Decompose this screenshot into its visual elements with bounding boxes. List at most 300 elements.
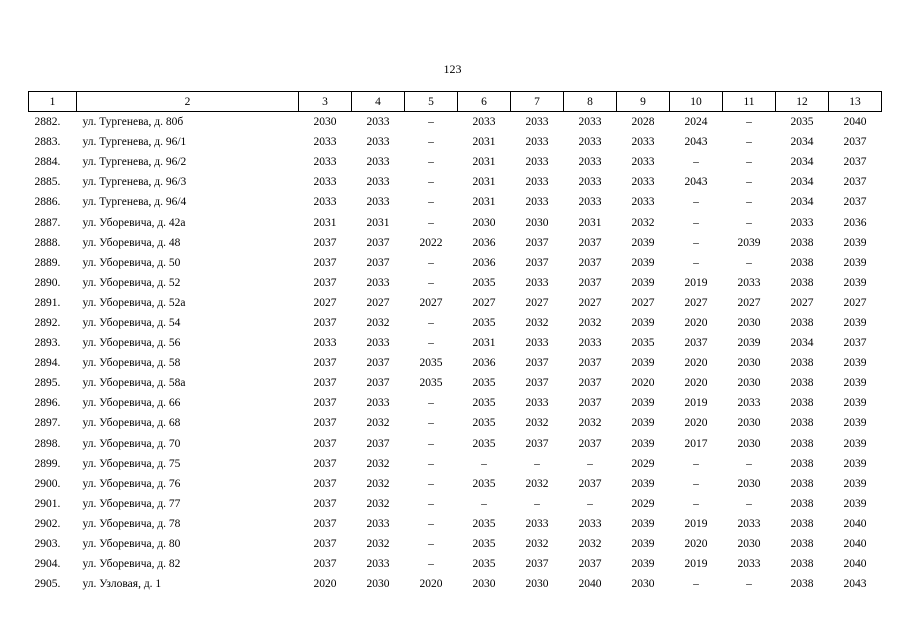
year-cell: 2037	[525, 357, 549, 370]
data-table	[28, 91, 882, 594]
year-cell: –	[481, 457, 487, 470]
year-cell: –	[534, 497, 540, 510]
year-cell: –	[746, 457, 752, 470]
year-cell: –	[428, 337, 434, 350]
table-row	[29, 393, 882, 413]
year-cell: 2037	[313, 256, 337, 269]
year-cell: 2027	[525, 296, 549, 309]
row-number: 2895.	[34, 377, 61, 390]
address-cell: ул. Тургенева, д. 96/2	[82, 156, 187, 169]
year-cell: –	[428, 497, 434, 510]
year-cell: 2031	[472, 136, 496, 149]
year-cell: 2039	[843, 477, 867, 490]
year-cell: 2034	[790, 337, 814, 350]
year-cell: –	[428, 316, 434, 329]
year-cell: 2033	[525, 517, 549, 530]
year-cell: 2033	[366, 196, 390, 209]
year-cell: 2033	[578, 337, 602, 350]
column-header-10: 10	[670, 92, 723, 112]
year-cell: 2037	[578, 236, 602, 249]
year-cell: 2040	[578, 578, 602, 591]
year-cell: 2037	[843, 156, 867, 169]
year-cell: 2033	[631, 156, 655, 169]
year-cell: 2043	[843, 578, 867, 591]
year-cell: 2030	[366, 578, 390, 591]
year-cell: 2027	[684, 296, 708, 309]
year-cell: –	[428, 558, 434, 571]
year-cell: 2034	[790, 196, 814, 209]
year-cell: 2027	[366, 296, 390, 309]
year-cell: 2037	[366, 236, 390, 249]
address-cell: ул. Уборевича, д. 58а	[82, 377, 186, 390]
column-header-11: 11	[723, 92, 776, 112]
year-cell: 2039	[631, 477, 655, 490]
year-cell: 2033	[525, 136, 549, 149]
year-cell: 2038	[790, 437, 814, 450]
year-cell: 2032	[366, 316, 390, 329]
year-cell: 2030	[737, 477, 761, 490]
year-cell: 2035	[472, 397, 496, 410]
year-cell: 2020	[684, 377, 708, 390]
year-cell: 2035	[419, 377, 443, 390]
row-number: 2887.	[34, 216, 61, 229]
year-cell: 2037	[313, 497, 337, 510]
year-cell: 2033	[366, 397, 390, 410]
year-cell: 2033	[313, 176, 337, 189]
year-cell: 2039	[843, 437, 867, 450]
table-row	[29, 132, 882, 152]
year-cell: 2036	[843, 216, 867, 229]
table-row	[29, 454, 882, 474]
address-cell: ул. Уборевича, д. 58	[82, 357, 181, 370]
year-cell: 2032	[366, 477, 390, 490]
year-cell: –	[693, 256, 699, 269]
year-cell: 2037	[525, 236, 549, 249]
table-row	[29, 192, 882, 212]
year-cell: 2033	[790, 216, 814, 229]
year-cell: 2037	[313, 538, 337, 551]
year-cell: 2033	[737, 397, 761, 410]
year-cell: 2039	[631, 397, 655, 410]
year-cell: 2033	[366, 156, 390, 169]
year-cell: 2032	[366, 417, 390, 430]
year-cell: 2032	[525, 316, 549, 329]
year-cell: –	[746, 176, 752, 189]
table-row	[29, 172, 882, 192]
year-cell: 2038	[790, 457, 814, 470]
year-cell: 2037	[366, 357, 390, 370]
year-cell: 2033	[366, 517, 390, 530]
year-cell: 2017	[684, 437, 708, 450]
year-cell: 2020	[631, 377, 655, 390]
year-cell: 2027	[313, 296, 337, 309]
year-cell: –	[693, 578, 699, 591]
year-cell: –	[746, 256, 752, 269]
year-cell: 2033	[313, 196, 337, 209]
year-cell: 2039	[843, 256, 867, 269]
address-cell: ул. Уборевича, д. 66	[82, 397, 181, 410]
year-cell: –	[481, 497, 487, 510]
year-cell: 2033	[578, 176, 602, 189]
year-cell: 2037	[313, 276, 337, 289]
year-cell: 2040	[843, 116, 867, 129]
year-cell: –	[746, 196, 752, 209]
row-number: 2902.	[34, 517, 61, 530]
header-row	[29, 92, 882, 112]
address-cell: ул. Тургенева, д. 96/1	[82, 136, 187, 149]
year-cell: –	[428, 256, 434, 269]
year-cell: 2039	[631, 276, 655, 289]
year-cell: 2037	[843, 176, 867, 189]
year-cell: –	[428, 397, 434, 410]
row-number: 2892.	[34, 316, 61, 329]
year-cell: 2039	[843, 357, 867, 370]
address-cell: ул. Уборевича, д. 70	[82, 437, 181, 450]
address-cell: ул. Узловая, д. 1	[82, 578, 162, 591]
year-cell: 2037	[313, 397, 337, 410]
table-row	[29, 212, 882, 232]
year-cell: 2033	[366, 136, 390, 149]
row-number: 2903.	[34, 538, 61, 551]
year-cell: 2037	[578, 276, 602, 289]
year-cell: –	[693, 236, 699, 249]
year-cell: 2037	[525, 437, 549, 450]
year-cell: 2027	[419, 296, 443, 309]
year-cell: 2038	[790, 578, 814, 591]
table-row	[29, 152, 882, 172]
year-cell: 2039	[843, 377, 867, 390]
year-cell: 2037	[843, 337, 867, 350]
column-header-7: 7	[511, 92, 564, 112]
address-cell: ул. Тургенева, д. 96/4	[82, 196, 187, 209]
year-cell: 2035	[472, 538, 496, 551]
year-cell: 2030	[737, 417, 761, 430]
year-cell: 2037	[578, 256, 602, 269]
year-cell: 2039	[843, 497, 867, 510]
row-number: 2882.	[34, 116, 61, 129]
year-cell: 2033	[737, 558, 761, 571]
year-cell: 2038	[790, 517, 814, 530]
year-cell: 2033	[631, 196, 655, 209]
year-cell: 2038	[790, 477, 814, 490]
table-row	[29, 413, 882, 433]
year-cell: 2035	[472, 417, 496, 430]
year-cell: 2024	[684, 116, 708, 129]
year-cell: 2033	[578, 156, 602, 169]
year-cell: 2037	[843, 196, 867, 209]
year-cell: 2033	[525, 196, 549, 209]
year-cell: 2039	[631, 558, 655, 571]
column-header-6: 6	[458, 92, 511, 112]
year-cell: 2030	[525, 578, 549, 591]
year-cell: 2030	[737, 377, 761, 390]
year-cell: 2039	[737, 236, 761, 249]
address-cell: ул. Тургенева, д. 80б	[82, 116, 184, 129]
year-cell: 2019	[684, 517, 708, 530]
year-cell: 2032	[578, 417, 602, 430]
year-cell: –	[693, 216, 699, 229]
year-cell: 2032	[525, 417, 549, 430]
column-header-13: 13	[829, 92, 882, 112]
year-cell: 2035	[472, 377, 496, 390]
row-number: 2901.	[34, 497, 61, 510]
year-cell: 2037	[313, 457, 337, 470]
year-cell: 2037	[578, 357, 602, 370]
year-cell: 2037	[313, 377, 337, 390]
year-cell: 2040	[843, 558, 867, 571]
table-row	[29, 494, 882, 514]
year-cell: 2020	[684, 357, 708, 370]
year-cell: 2037	[313, 417, 337, 430]
year-cell: 2037	[578, 397, 602, 410]
year-cell: 2032	[631, 216, 655, 229]
row-number: 2896.	[34, 397, 61, 410]
year-cell: 2032	[525, 538, 549, 551]
year-cell: 2028	[631, 116, 655, 129]
table-row	[29, 273, 882, 293]
year-cell: –	[693, 497, 699, 510]
year-cell: –	[428, 538, 434, 551]
year-cell: 2039	[737, 337, 761, 350]
year-cell: 2039	[843, 316, 867, 329]
year-cell: 2040	[843, 517, 867, 530]
table-body	[29, 112, 882, 595]
year-cell: 2039	[631, 236, 655, 249]
column-header-8: 8	[564, 92, 617, 112]
year-cell: 2038	[790, 276, 814, 289]
year-cell: 2032	[578, 538, 602, 551]
address-cell: ул. Уборевича, д. 82	[82, 558, 181, 571]
year-cell: 2039	[631, 357, 655, 370]
year-cell: –	[428, 196, 434, 209]
year-cell: 2039	[843, 236, 867, 249]
year-cell: 2033	[366, 116, 390, 129]
address-cell: ул. Уборевича, д. 80	[82, 538, 181, 551]
year-cell: 2027	[578, 296, 602, 309]
year-cell: 2037	[843, 136, 867, 149]
year-cell: 2030	[472, 578, 496, 591]
year-cell: 2038	[790, 316, 814, 329]
row-number: 2899.	[34, 457, 61, 470]
year-cell: 2038	[790, 236, 814, 249]
year-cell: 2037	[525, 377, 549, 390]
row-number: 2883.	[34, 136, 61, 149]
table-row	[29, 253, 882, 273]
year-cell: 2020	[684, 316, 708, 329]
year-cell: 2033	[313, 337, 337, 350]
year-cell: 2033	[313, 136, 337, 149]
year-cell: 2038	[790, 558, 814, 571]
row-number: 2889.	[34, 256, 61, 269]
page-number: 123	[443, 62, 462, 76]
year-cell: 2035	[472, 517, 496, 530]
year-cell: 2033	[525, 337, 549, 350]
year-cell: –	[428, 437, 434, 450]
year-cell: 2022	[419, 236, 443, 249]
year-cell: 2040	[843, 538, 867, 551]
year-cell: –	[746, 136, 752, 149]
year-cell: 2019	[684, 558, 708, 571]
column-header-1: 1	[29, 92, 77, 112]
column-header-12: 12	[776, 92, 829, 112]
year-cell: 2036	[472, 256, 496, 269]
row-number: 2886.	[34, 196, 61, 209]
year-cell: 2036	[472, 357, 496, 370]
table-row	[29, 233, 882, 253]
year-cell: 2033	[737, 276, 761, 289]
year-cell: 2032	[366, 457, 390, 470]
year-cell: 2037	[578, 477, 602, 490]
year-cell: 2037	[313, 558, 337, 571]
year-cell: 2037	[313, 357, 337, 370]
year-cell: 2035	[472, 477, 496, 490]
year-cell: 2033	[578, 136, 602, 149]
row-number: 2885.	[34, 176, 61, 189]
year-cell: 2037	[525, 558, 549, 571]
year-cell: 2033	[472, 116, 496, 129]
year-cell: –	[428, 116, 434, 129]
year-cell: 2027	[631, 296, 655, 309]
address-cell: ул. Уборевича, д. 42а	[82, 216, 186, 229]
year-cell: 2029	[631, 457, 655, 470]
year-cell: 2038	[790, 538, 814, 551]
address-cell: ул. Уборевича, д. 77	[82, 497, 181, 510]
year-cell: 2033	[578, 196, 602, 209]
year-cell: 2037	[366, 377, 390, 390]
year-cell: 2031	[472, 337, 496, 350]
year-cell: 2030	[472, 216, 496, 229]
year-cell: 2033	[366, 276, 390, 289]
year-cell: 2030	[737, 316, 761, 329]
year-cell: 2043	[684, 176, 708, 189]
year-cell: 2032	[578, 316, 602, 329]
year-cell: 2033	[525, 116, 549, 129]
year-cell: 2039	[631, 256, 655, 269]
year-cell: 2020	[313, 578, 337, 591]
column-header-5: 5	[405, 92, 458, 112]
row-number: 2893.	[34, 337, 61, 350]
year-cell: –	[693, 477, 699, 490]
year-cell: 2038	[790, 357, 814, 370]
year-cell: 2035	[472, 437, 496, 450]
year-cell: 2038	[790, 497, 814, 510]
address-cell: ул. Уборевича, д. 54	[82, 316, 181, 329]
year-cell: 2027	[843, 296, 867, 309]
row-number: 2905.	[34, 578, 61, 591]
table-row	[29, 353, 882, 373]
year-cell: 2037	[366, 437, 390, 450]
year-cell: 2033	[525, 176, 549, 189]
column-header-3: 3	[299, 92, 352, 112]
table-row	[29, 554, 882, 574]
address-cell: ул. Уборевича, д. 50	[82, 256, 181, 269]
year-cell: 2031	[578, 216, 602, 229]
year-cell: 2030	[313, 116, 337, 129]
year-cell: 2035	[419, 357, 443, 370]
row-number: 2897.	[34, 417, 61, 430]
year-cell: 2032	[366, 497, 390, 510]
year-cell: 2034	[790, 156, 814, 169]
year-cell: 2033	[578, 116, 602, 129]
year-cell: –	[587, 457, 593, 470]
table-row	[29, 534, 882, 554]
year-cell: 2033	[525, 397, 549, 410]
year-cell: 2019	[684, 276, 708, 289]
year-cell: 2033	[313, 156, 337, 169]
address-cell: ул. Уборевича, д. 56	[82, 337, 181, 350]
table-row	[29, 434, 882, 454]
year-cell: 2035	[472, 558, 496, 571]
year-cell: –	[746, 497, 752, 510]
year-cell: 2036	[472, 236, 496, 249]
year-cell: 2030	[737, 357, 761, 370]
year-cell: –	[587, 497, 593, 510]
year-cell: 2027	[472, 296, 496, 309]
table-row	[29, 373, 882, 393]
year-cell: 2038	[790, 256, 814, 269]
year-cell: –	[428, 517, 434, 530]
year-cell: 2038	[790, 417, 814, 430]
year-cell: 2034	[790, 136, 814, 149]
row-number: 2894.	[34, 357, 61, 370]
address-cell: ул. Уборевича, д. 78	[82, 517, 181, 530]
address-cell: ул. Уборевича, д. 48	[82, 236, 181, 249]
year-cell: –	[428, 136, 434, 149]
year-cell: 2029	[631, 497, 655, 510]
year-cell: –	[693, 196, 699, 209]
row-number: 2888.	[34, 236, 61, 249]
year-cell: 2037	[366, 256, 390, 269]
year-cell: 2039	[631, 417, 655, 430]
address-cell: ул. Уборевича, д. 52а	[82, 296, 186, 309]
year-cell: 2030	[737, 538, 761, 551]
year-cell: –	[746, 156, 752, 169]
year-cell: 2033	[631, 136, 655, 149]
address-cell: ул. Уборевича, д. 75	[82, 457, 181, 470]
year-cell: 2033	[366, 558, 390, 571]
year-cell: 2032	[366, 538, 390, 551]
year-cell: 2039	[631, 316, 655, 329]
year-cell: –	[693, 156, 699, 169]
year-cell: –	[428, 477, 434, 490]
address-cell: ул. Уборевича, д. 68	[82, 417, 181, 430]
year-cell: 2039	[843, 457, 867, 470]
year-cell: 2033	[631, 176, 655, 189]
year-cell: 2033	[366, 176, 390, 189]
year-cell: 2033	[737, 517, 761, 530]
year-cell: 2034	[790, 176, 814, 189]
year-cell: 2031	[472, 176, 496, 189]
year-cell: 2037	[313, 437, 337, 450]
year-cell: 2032	[525, 477, 549, 490]
year-cell: 2020	[684, 538, 708, 551]
year-cell: 2035	[472, 316, 496, 329]
year-cell: 2039	[631, 437, 655, 450]
year-cell: 2035	[472, 276, 496, 289]
year-cell: 2037	[313, 316, 337, 329]
year-cell: 2037	[313, 517, 337, 530]
year-cell: 2037	[313, 477, 337, 490]
table-row	[29, 112, 882, 133]
year-cell: 2030	[737, 437, 761, 450]
table-row	[29, 333, 882, 353]
year-cell: 2039	[631, 517, 655, 530]
year-cell: –	[428, 457, 434, 470]
year-cell: –	[746, 578, 752, 591]
year-cell: 2031	[472, 156, 496, 169]
year-cell: 2020	[419, 578, 443, 591]
year-cell: 2027	[737, 296, 761, 309]
